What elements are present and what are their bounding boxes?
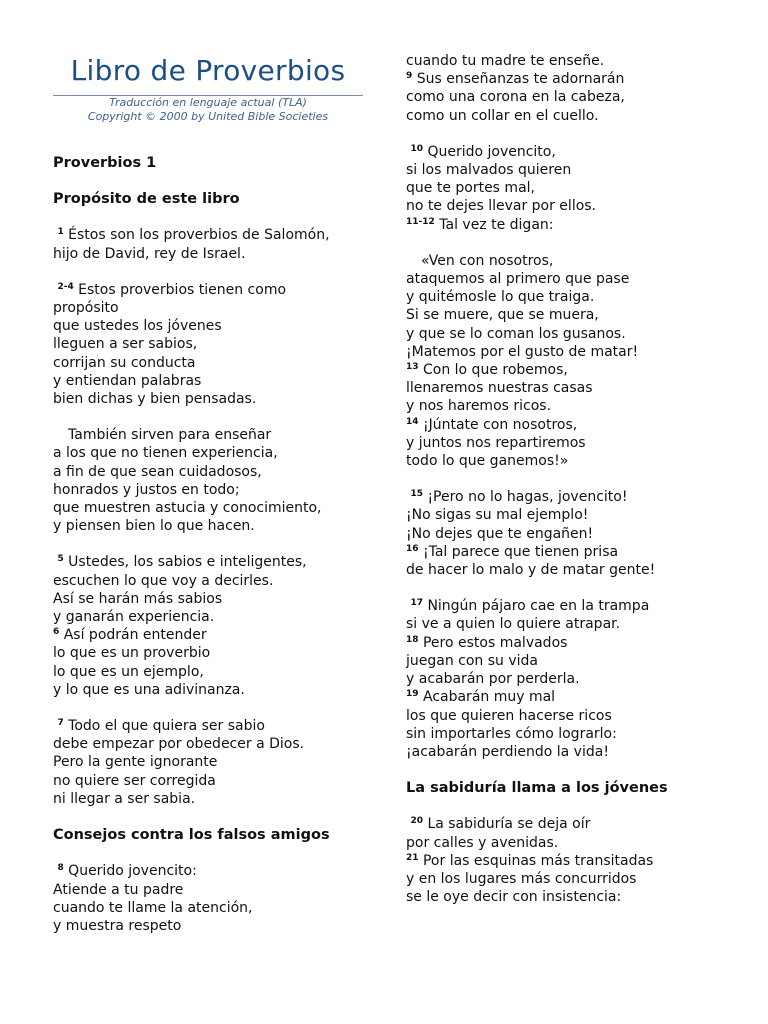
right-column [406, 52, 751, 906]
translation-subtitle: Traducción en lenguaje actual (TLA) [109, 96, 307, 109]
verse-10: $^{10}$ Querido jovencito, si los malvados quieren que te portes mal, no te dejes llevar por ellos. [406, 143, 597, 215]
section-heading-purpose: Propósito de este libro [53, 191, 240, 208]
verse-number: 13 [406, 362, 419, 373]
verse-20: $^{20}$ La sabiduría se deja oír por calles y avenidas. [406, 816, 591, 851]
verse-number: 18 [406, 634, 419, 645]
verse-number: 9 [406, 71, 413, 82]
verse-7: $^7$ Todo el que quiera ser sabio debe empezar por obedecer a Dios. Pero la gente ignorante no quiere ser corregida ni llegar a ser sabia. [53, 718, 305, 807]
book-title: Libro de Proverbios [70, 54, 346, 87]
paragraph-also: También sirven para enseñar a los que no tienen experiencia, a fin de que sean cuidadosos, honrados y justos en todo; que muestren astucia y conocimiento, y piensen bien lo que hacen. [53, 427, 322, 535]
verse-number: 8 [57, 863, 64, 874]
section-heading-wisdom-calls: La sabiduría llama a los jóvenes [406, 780, 668, 797]
verse-17: $^{17}$ Ningún pájaro cae en la trampa si ve a quien lo quiere atrapar. [406, 598, 650, 633]
verse-11-12: $^{11-12}$ Tal vez te digan: [406, 216, 554, 233]
verse-16: $^{16}$ ¡Tal parece que tienen prisa de hacer lo malo y de matar gente! [406, 543, 656, 579]
section-heading-false-friends: Consejos contra los falsos amigos [53, 827, 330, 844]
chapter-heading: Proverbios 1 [53, 155, 157, 171]
verse-13: $^{13}$ Con lo que robemos, llenaremos nuestras casas y nos haremos ricos. [406, 362, 593, 415]
verse-19: $^{19}$ Acabarán muy mal los que quieren hacerse ricos sin importarles cómo lograrlo: ¡acabarán perdiendo la vida! [406, 689, 617, 760]
verse-8-continued: cuando tu madre te enseñe. [406, 53, 605, 69]
verse-5: $^5$ Ustedes, los sabios e inteligentes, escuchen lo que voy a decirles. Así se harán más sabios y ganarán experiencia. [53, 554, 307, 626]
verse-number: 21 [406, 852, 419, 863]
verse-14: $^{14}$ ¡Júntate con nosotros, y juntos nos repartiremos todo lo que ganemos!» [406, 416, 586, 470]
verse-number: 11-12 [406, 216, 435, 227]
verse-number: 15 [410, 489, 423, 500]
verse-number: 19 [406, 689, 419, 700]
quote-come-with-us: «Ven con nosotros, ataquemos al primero que pase y quitémosle lo que traiga. Si se muere, que se muera, y que se lo coman los gusanos. ¡Matemos por el gusto de matar! [406, 252, 639, 360]
verse-2-4: $^{2-4}$ Estos proverbios tienen como propósito que ustedes los jóvenes lleguen a ser sabios, corrijan su conducta y entiendan palabras bien dichas y bien pensadas. [53, 281, 287, 408]
left-column [53, 154, 373, 935]
verse-number: 1 [57, 227, 64, 238]
verse-number: 20 [410, 816, 423, 827]
verse-number: 2-4 [57, 281, 74, 292]
copyright-subtitle: Copyright © 2000 by United Bible Societies [87, 110, 329, 123]
verse-8: $^8$ Querido jovencito: Atiende a tu padre cuando te llame la atención, y muestra respeto [53, 863, 253, 934]
verse-number: 6 [53, 627, 60, 638]
verse-number: 16 [406, 543, 419, 554]
verse-number: 5 [57, 554, 64, 565]
verse-number: 7 [57, 718, 64, 729]
verse-number: 10 [410, 143, 423, 154]
verse-number: 17 [410, 598, 423, 609]
verse-9: $^9$ Sus enseñanzas te adornarán como una corona en la cabeza, como un collar en el cuello. [406, 71, 625, 124]
verse-18: $^{18}$ Pero estos malvados juegan con su vida y acabarán por perderla. [406, 634, 580, 688]
verse-6: $^6$ Así podrán entender lo que es un proverbio lo que es un ejemplo, y lo que es una adivinanza. [53, 627, 245, 698]
verse-15: $^{15}$ ¡Pero no lo hagas, jovencito! ¡No sigas su mal ejemplo! ¡No dejes que te engañen! [406, 489, 628, 542]
verse-21: $^{21}$ Por las esquinas más transitadas y en los lugares más concurridos se le oye decir con insistencia: [406, 852, 654, 906]
verse-1: $^1$ Éstos son los proverbios de Salomón, hijo de David, rey de Israel. [53, 227, 330, 262]
verse-number: 14 [406, 416, 419, 427]
